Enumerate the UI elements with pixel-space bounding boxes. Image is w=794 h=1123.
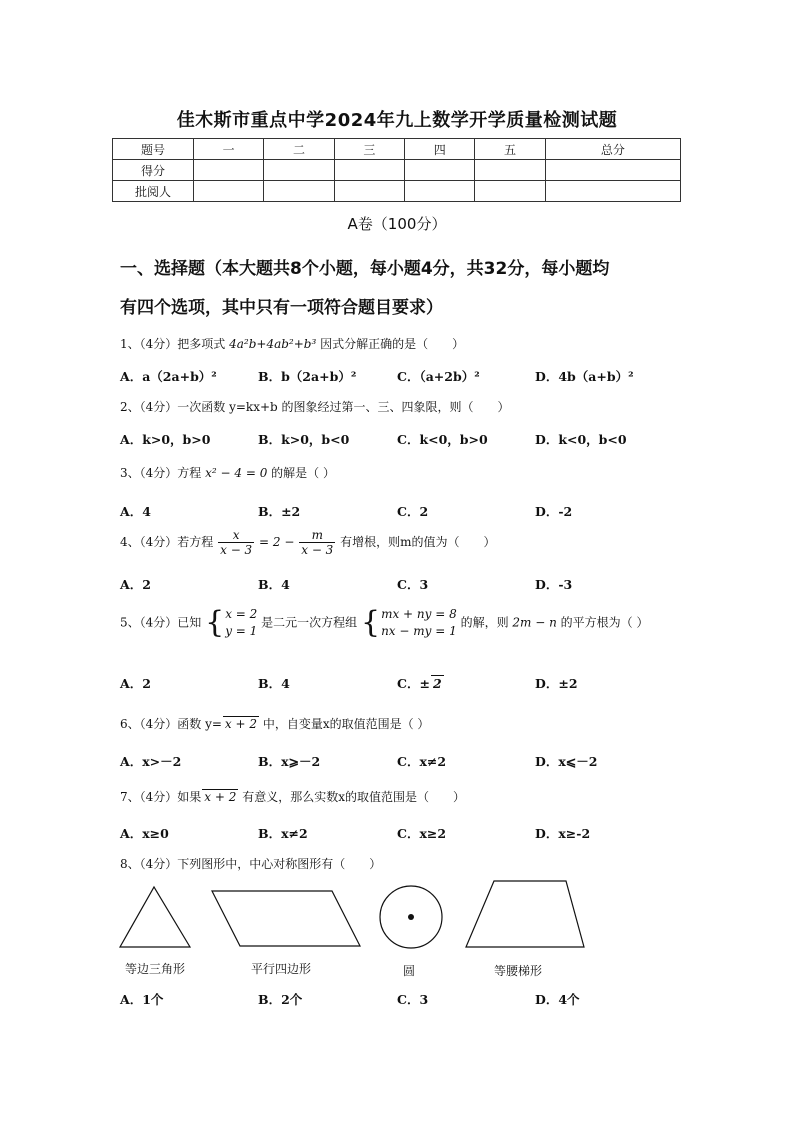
question-text: 的平方根为（ ）	[560, 615, 649, 630]
score-cell[interactable]	[545, 181, 680, 202]
option-b[interactable]: B．x≠2	[258, 826, 308, 841]
score-cell[interactable]	[334, 160, 404, 181]
score-table-header-cell: 总分	[545, 139, 680, 160]
left-brace: {	[360, 605, 381, 640]
equation: x = 2	[225, 607, 258, 621]
score-cell[interactable]	[194, 160, 264, 181]
option-b[interactable]: B．4	[258, 577, 290, 592]
score-table-header-row	[113, 139, 681, 160]
option-a[interactable]: A．1个	[120, 992, 164, 1007]
option-d[interactable]: D．k<0，b<0	[535, 432, 627, 447]
equation: mx + ny = 8	[381, 607, 457, 621]
exam-title: 佳木斯市重点中学2024年九上数学开学质量检测试题	[176, 110, 618, 131]
option-c[interactable]: C．2	[397, 504, 429, 519]
score-table-row	[113, 181, 681, 202]
question-text: 有增根，则m的值为（ ）	[340, 535, 496, 549]
score-cell[interactable]	[264, 160, 334, 181]
sqrt-radicand: x + 2	[204, 790, 237, 804]
option-c[interactable]: C．3	[397, 992, 429, 1007]
option-a[interactable]: A．x>－2	[120, 754, 182, 769]
shapes-figure	[112, 876, 592, 956]
question-text: 7、（4分）如果	[120, 790, 202, 804]
option-b[interactable]: B．4	[258, 676, 290, 691]
option-a[interactable]: A．4	[120, 504, 151, 519]
question-2	[120, 398, 510, 415]
question-text: 6、（4分）函数 y=	[120, 717, 222, 731]
fraction-numerator: m	[299, 528, 335, 543]
circle-center-dot	[408, 914, 414, 920]
score-table-header-cell: 五	[475, 139, 545, 160]
option-b[interactable]: B．±2	[258, 504, 301, 519]
question-text: 有意义，那么实数x的取值范围是（ ）	[242, 790, 465, 804]
option-d[interactable]: D．-2	[535, 504, 573, 519]
question-math: x² − 4 = 0	[205, 466, 268, 480]
question-math: = 2 −	[259, 535, 295, 549]
question-text: 2、（4分）一次函数 y=kx+b 的图象经过第一、三、四象限，则（ ）	[120, 400, 510, 414]
score-table-header-cell: 二	[264, 139, 334, 160]
option-d[interactable]: D．±2	[535, 676, 578, 691]
question-text: 中，自变量x的取值范围是（ ）	[262, 717, 430, 731]
fraction	[299, 528, 335, 557]
option-c[interactable]: C．x≥2	[397, 826, 447, 841]
score-table-row-label: 批阅人	[113, 181, 194, 202]
equation-system	[225, 606, 257, 640]
option-c[interactable]	[397, 674, 444, 692]
question-text: 4、（4分）若方程	[120, 535, 214, 549]
figure-label-triangle: 等边三角形	[125, 962, 186, 976]
option-c-label: C．±	[397, 676, 430, 691]
score-cell[interactable]	[405, 181, 475, 202]
option-c[interactable]: C．3	[397, 577, 429, 592]
score-cell[interactable]	[405, 160, 475, 181]
option-d[interactable]: D．4b（a+b）²	[535, 369, 634, 384]
isosceles-trapezoid-shape	[466, 881, 584, 947]
parallelogram-shape	[212, 891, 360, 946]
score-cell[interactable]	[264, 181, 334, 202]
figure-label-parallelogram: 平行四边形	[251, 962, 312, 976]
part1-heading-line2: 有四个选项，其中只有一项符合题目要求）	[120, 298, 443, 318]
score-cell[interactable]	[475, 181, 545, 202]
option-d[interactable]: D．x≥-2	[535, 826, 591, 841]
question-7	[120, 788, 465, 805]
option-d[interactable]: D．x⩽－2	[535, 754, 598, 769]
score-cell[interactable]	[475, 160, 545, 181]
option-d[interactable]: D．-3	[535, 577, 573, 592]
score-table	[112, 138, 681, 202]
question-math: 2m − n	[512, 615, 557, 630]
score-cell[interactable]	[194, 181, 264, 202]
equilateral-triangle-shape	[120, 887, 190, 947]
question-text: 5、（4分）已知	[120, 615, 202, 630]
sqrt-radicand: x + 2	[224, 717, 258, 731]
question-text: 的解，则	[460, 615, 509, 630]
option-a[interactable]: A．2	[120, 676, 151, 691]
option-c[interactable]: C．x≠2	[397, 754, 447, 769]
left-brace: {	[205, 605, 225, 640]
option-c[interactable]: C．（a+2b）²	[397, 369, 480, 384]
score-table-header-cell: 三	[334, 139, 404, 160]
fraction-denominator: x − 3	[301, 543, 334, 557]
question-3	[120, 464, 335, 481]
option-b[interactable]: B．2个	[258, 992, 303, 1007]
question-8	[120, 855, 381, 872]
option-a[interactable]: A．2	[120, 577, 151, 592]
score-table-header-cell: 四	[405, 139, 475, 160]
score-table-row	[113, 160, 681, 181]
equation-system	[381, 606, 457, 640]
option-a[interactable]: A．a（2a+b）²	[120, 369, 217, 384]
figure-label-circle: 圆	[403, 964, 416, 978]
score-table-header-cell: 题号	[113, 139, 194, 160]
score-table-row-label: 得分	[113, 160, 194, 181]
figure-label-trapezoid: 等腰梯形	[494, 964, 543, 978]
section-a-title: A卷（100分）	[347, 215, 447, 233]
option-a[interactable]: A．x≥0	[120, 826, 169, 841]
question-5	[120, 606, 649, 640]
question-text: 因式分解正确的是（ ）	[320, 337, 465, 351]
score-cell[interactable]	[545, 160, 680, 181]
equation: nx − my = 1	[381, 624, 457, 638]
question-4	[120, 528, 496, 557]
option-b[interactable]: B．k>0，b<0	[258, 432, 350, 447]
question-1	[120, 335, 464, 352]
part1-heading-line1: 一、选择题（本大题共8个小题，每小题4分，共32分，每小题均	[120, 259, 610, 279]
question-text: 3、（4分）方程	[120, 466, 202, 480]
question-text: 是二元一次方程组	[261, 615, 358, 630]
fraction-denominator: x − 3	[220, 543, 253, 557]
question-text: 8、（4分）下列图形中，中心对称图形有（ ）	[120, 857, 382, 871]
option-d[interactable]: D．4个	[535, 992, 580, 1007]
option-a[interactable]: A．k>0，b>0	[120, 432, 211, 447]
fraction-numerator: x	[218, 528, 254, 543]
question-text: 的解是（ ）	[271, 466, 335, 480]
question-math: 4a²b+4ab²+b³	[229, 337, 317, 351]
question-text: 1、（4分）把多项式	[120, 337, 226, 351]
sqrt-radicand: 2	[432, 676, 442, 691]
question-6	[120, 715, 429, 732]
option-b[interactable]: B．b（2a+b）²	[258, 369, 357, 384]
score-cell[interactable]	[334, 181, 404, 202]
option-b[interactable]: B．x⩾－2	[258, 754, 321, 769]
fraction	[218, 528, 254, 557]
equation: y = 1	[225, 624, 258, 638]
score-table-header-cell: 一	[194, 139, 264, 160]
option-c[interactable]: C．k<0，b>0	[397, 432, 488, 447]
